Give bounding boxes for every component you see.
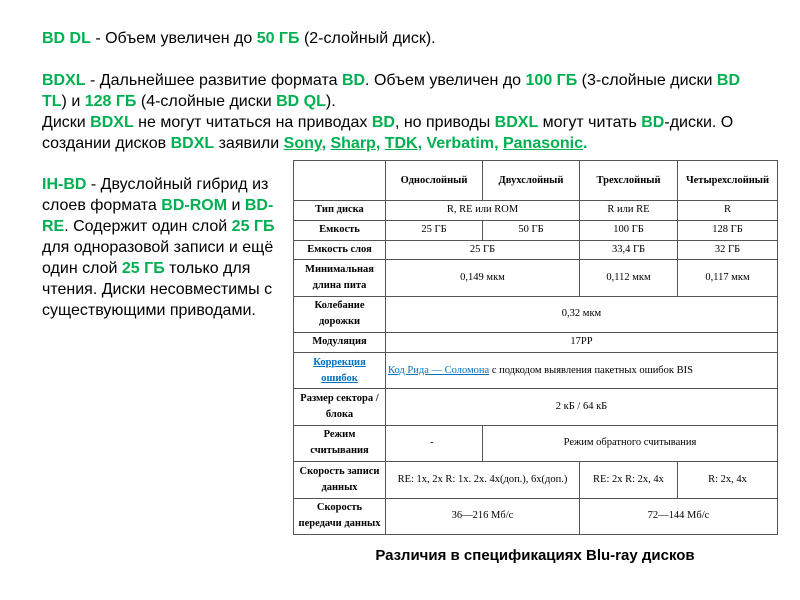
cell: 50 ГБ: [483, 220, 580, 240]
cell: 32 ГБ: [678, 240, 778, 260]
row-label-modulation: Модуляция: [294, 333, 386, 353]
table-row: [294, 220, 778, 240]
text: - Двуслойный гибрид из слоев формата: [42, 176, 269, 214]
value-100gb: 100 ГБ: [525, 72, 578, 89]
text: для одноразовой записи и ещё один слой: [42, 239, 274, 277]
col-header-triple-layer: Трехслойный: [580, 161, 678, 201]
row-label-pit-length: Минимальная длина пита: [294, 260, 386, 296]
link-tdk[interactable]: TDK: [384, 135, 418, 152]
period: .: [583, 135, 588, 152]
text: - Дальнейшее развитие формата: [85, 72, 342, 89]
table-row: [294, 498, 778, 535]
cell: 25 ГБ: [386, 240, 580, 260]
text: Диски: [42, 114, 91, 131]
cell-text: с подкодом выявления пакетных ошибок BIS: [489, 364, 693, 376]
term-bdxl: BDXL: [170, 135, 215, 152]
table-row: [294, 260, 778, 296]
separator: ,: [321, 135, 331, 152]
cell: 25 ГБ: [386, 220, 483, 240]
paragraph-bdxl: [42, 70, 752, 154]
col-header-single-layer: Однослойный: [386, 161, 483, 201]
separator: ,: [417, 135, 427, 152]
table-header-row: [294, 161, 778, 201]
row-label-sector-size: Размер сектора / блока: [294, 389, 386, 425]
term-bdxl: BDXL: [42, 72, 86, 89]
text: (3-слойные диски: [577, 72, 717, 89]
text: , но приводы: [394, 114, 495, 131]
term-bd: BD: [371, 114, 395, 131]
text: . Содержит один слой: [64, 218, 232, 235]
text: ).: [325, 93, 336, 110]
text: (2-слойный диск).: [299, 30, 436, 47]
text: -диски. О создании дисков: [42, 114, 734, 152]
table-row: [294, 333, 778, 353]
term-bd-ql: BD QL: [276, 93, 326, 110]
cell: 0,149 мкм: [386, 260, 580, 296]
cell: RE: 1x, 2x R: 1x. 2x. 4x(доп.), 6x(доп.): [386, 462, 580, 498]
row-label-disk-type: Тип диска: [294, 201, 386, 221]
term-ih-bd: IH-BD: [42, 176, 87, 193]
text: не могут читаться на приводах: [133, 114, 372, 131]
link-sharp[interactable]: Sharp: [330, 135, 376, 152]
text: ) и: [61, 93, 85, 110]
cell: R или RE: [580, 201, 678, 221]
table-row: [294, 352, 778, 388]
text: . Объем увеличен до: [365, 72, 526, 89]
brand-verbatim: Verbatim: [426, 135, 495, 152]
row-label-layer-capacity: Емкость слоя: [294, 240, 386, 260]
cell: RE: 2x R: 2x, 4x: [580, 462, 678, 498]
cell: -: [386, 425, 483, 461]
table-corner-cell: [294, 161, 386, 201]
table-row: [294, 296, 778, 332]
term-bd: BD: [341, 72, 366, 89]
link-reed-solomon[interactable]: Код Рида — Соломона: [388, 364, 490, 376]
cell: 33,4 ГБ: [580, 240, 678, 260]
value-50gb: 50 ГБ: [256, 30, 300, 47]
cell: 36—216 Мб/с: [386, 498, 580, 535]
cell: 72—144 Мб/с: [580, 498, 778, 535]
cell: R: [678, 201, 778, 221]
term-bd-dl: BD DL: [42, 30, 91, 47]
cell: 17PP: [386, 333, 778, 353]
row-label-write-speed: Скорость записи данных: [294, 462, 386, 498]
cell: R, RE или ROM: [386, 201, 580, 221]
link-sony[interactable]: Sony: [283, 135, 322, 152]
cell: 0,32 мкм: [386, 296, 778, 332]
term-bd-rom: BD-ROM: [161, 197, 228, 214]
table-row: [294, 462, 778, 498]
cell: Режим обратного считывания: [483, 425, 778, 461]
col-header-quad-layer: Четырехслойный: [678, 161, 778, 201]
bluray-spec-table: [293, 160, 778, 535]
link-error-correction[interactable]: Коррекция ошибок: [313, 356, 366, 384]
value-25gb: 25 ГБ: [121, 260, 165, 277]
text: только для чтения. Диски несовместимы с существующими приводами.: [42, 260, 273, 319]
text: - Объем увеличен до: [90, 30, 257, 47]
term-bdxl: BDXL: [90, 114, 134, 131]
link-panasonic[interactable]: Panasonic: [502, 135, 583, 152]
table-row: [294, 425, 778, 461]
table-caption: Различия в спецификациях Blu-ray дисков: [375, 547, 695, 564]
term-bd-re: BD-RE: [42, 197, 274, 235]
row-label-read-mode: Режим считывания: [294, 425, 386, 461]
term-bdxl: BDXL: [494, 114, 539, 131]
cell: 128 ГБ: [678, 220, 778, 240]
text: могут читать: [538, 114, 642, 131]
paragraph-bd-dl: [42, 28, 436, 49]
text: и: [227, 197, 245, 214]
term-bd: BD: [641, 114, 665, 131]
cell: [386, 352, 778, 388]
value-128gb: 128 ГБ: [84, 93, 137, 110]
cell: 100 ГБ: [580, 220, 678, 240]
text: заявили: [214, 135, 284, 152]
table-row: [294, 240, 778, 260]
row-label-transfer-speed: Скорость передачи данных: [294, 498, 386, 535]
cell: 0,117 мкм: [678, 260, 778, 296]
table-row: [294, 201, 778, 221]
row-label-ecc: [294, 352, 386, 388]
cell: 2 кБ / 64 кБ: [386, 389, 778, 425]
paragraph-ih-bd: [42, 174, 292, 321]
term-bd-tl: BD TL: [42, 72, 741, 110]
cell: R: 2x, 4x: [678, 462, 778, 498]
separator: ,: [494, 135, 503, 152]
text: (4-слойные диски: [136, 93, 277, 110]
separator: ,: [375, 135, 385, 152]
row-label-capacity: Емкость: [294, 220, 386, 240]
table-row: [294, 389, 778, 425]
row-label-track-pitch: Колебание дорожки: [294, 296, 386, 332]
cell: 0,112 мкм: [580, 260, 678, 296]
value-25gb: 25 ГБ: [231, 218, 275, 235]
col-header-dual-layer: Двухслойный: [483, 161, 580, 201]
